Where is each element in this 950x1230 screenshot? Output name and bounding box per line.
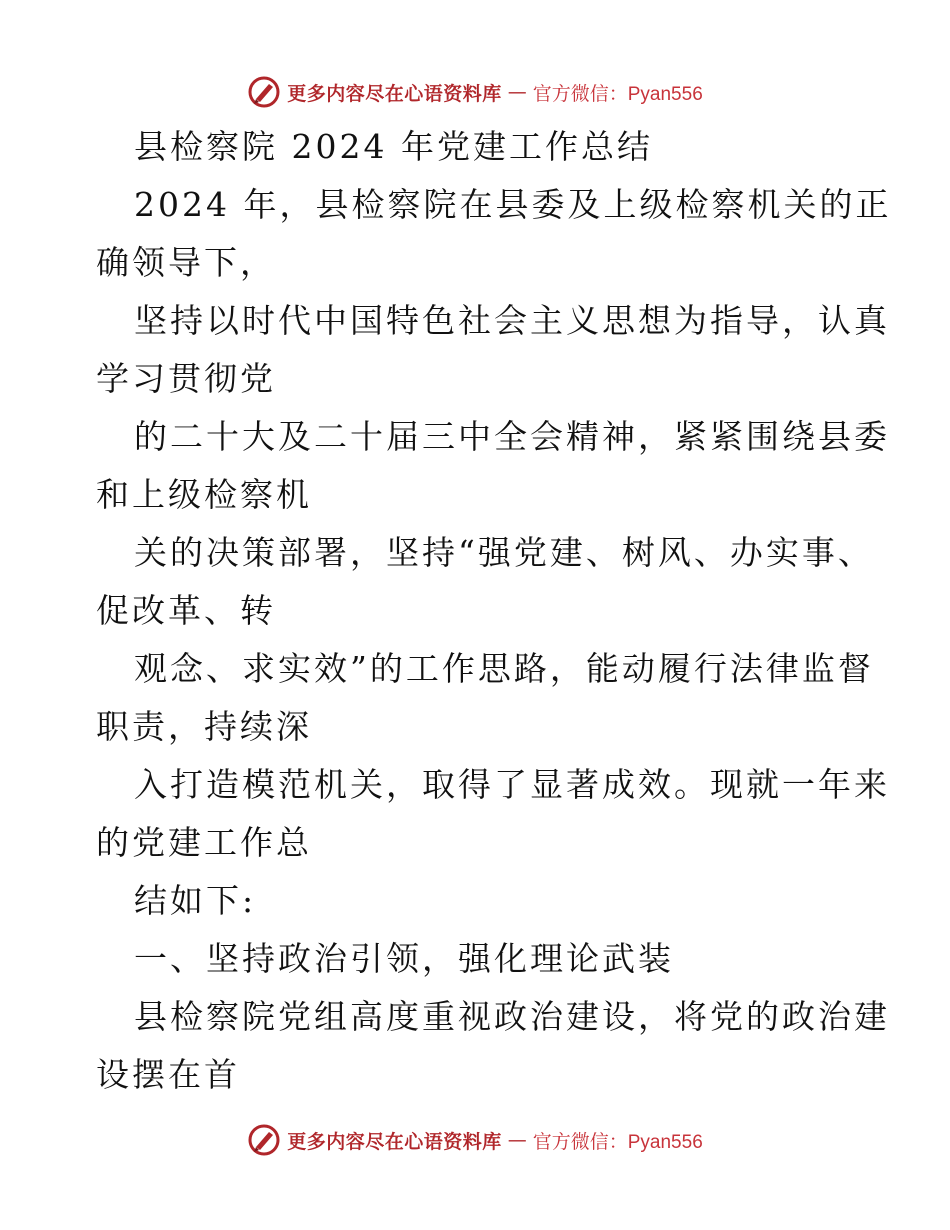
document-line: 结如下: [134, 881, 257, 920]
document-line: 县检察院 2024 年党建工作总结 [134, 127, 653, 166]
document-body [96, 118, 892, 1104]
document-line: 促改革、转 [96, 591, 276, 630]
watermark-text: 更多内容尽在心语资料库 [287, 1130, 502, 1153]
brand [247, 1123, 703, 1157]
watermark-contact: 官方微信：Pyan556 [532, 83, 703, 105]
document-line: 和上级检察机 [96, 475, 312, 514]
document-line: 2024 年，县检察院在县委及上级检察机关的正 [134, 185, 892, 224]
document-line: 坚持以时代中国特色社会主义思想为指导，认真 [134, 301, 890, 340]
document-line: 的二十大及二十届三中全会精神，紧紧围绕县委 [134, 417, 890, 456]
document-line: 入打造模范机关，取得了显著成效。现就一年来 [134, 765, 890, 804]
document-line: 学习贯彻党 [96, 359, 276, 398]
watermark-separator: — [507, 81, 527, 103]
watermark-separator: — [507, 1129, 527, 1151]
document-line: 的党建工作总 [96, 823, 312, 862]
document-line: 观念、求实效”的工作思路，能动履行法律监督 [134, 649, 874, 688]
document-line: 一、坚持政治引领，强化理论武装 [134, 939, 674, 978]
pen-logo-icon [247, 1123, 281, 1157]
footer-watermark [0, 1120, 950, 1160]
document-line: 职责，持续深 [96, 707, 312, 746]
brand [247, 75, 703, 109]
document-line: 关的决策部署，坚持“强党建、树风、办实事、 [134, 533, 874, 572]
document-line: 设摆在首 [96, 1055, 240, 1094]
document-line: 县检察院党组高度重视政治建设，将党的政治建 [134, 997, 890, 1036]
document-line: 确领导下， [96, 243, 276, 282]
header-watermark [0, 72, 950, 112]
watermark-contact: 官方微信：Pyan556 [532, 1131, 703, 1153]
watermark-text: 更多内容尽在心语资料库 [287, 82, 502, 105]
pen-logo-icon [247, 75, 281, 109]
